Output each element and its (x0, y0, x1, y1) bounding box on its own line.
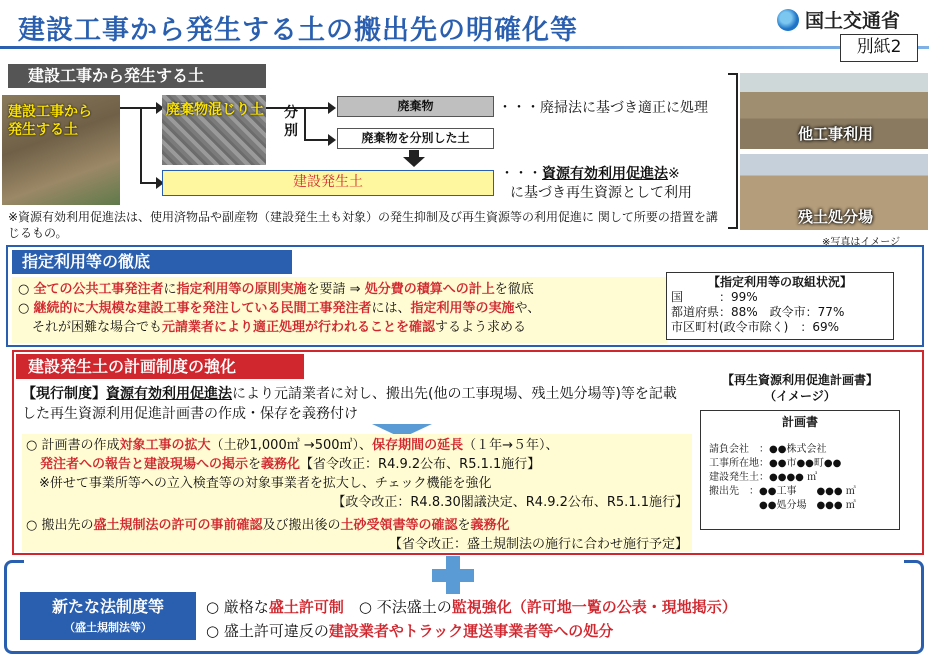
arrow-to-separated (304, 139, 330, 141)
surplus-soil-site-photo (740, 154, 928, 230)
title-underline (0, 46, 929, 49)
arrow-head-icon (328, 102, 336, 114)
separated-soil-box: 廃棄物を分別した土 (337, 128, 494, 149)
ministry-name: 国土交通省 (805, 10, 901, 32)
resource-description-2: に基づき再生資源として利用 (510, 185, 692, 201)
mixed-soil-photo (162, 95, 266, 165)
plus-icon-bar (432, 569, 474, 582)
mixed-soil-label: 廃棄物混じり土 (166, 102, 264, 118)
planning-system-heading: 建設発生土の計画制度の強化 (16, 354, 304, 379)
plan-row: ●●処分場 ●●● ㎥ (709, 500, 856, 511)
excavation-photo-label: 建設工事から 発生する土 (8, 104, 92, 138)
new-law-line-2: ○ 盛土許可違反の建設業者やトラック運送事業者等への処分 (206, 622, 614, 640)
planning-item-2: ○ 搬出先の盛土規制法の許可の事前確認及び搬出後の土砂受領書等の確認を義務化 【省令改正：盛土規制法の施行に合わせ施行予定】 (26, 518, 688, 552)
arrow-to-soil-v (140, 108, 142, 183)
planning-item-1: ○ 計画書の作成対象工事の拡大（土砂1,000㎥ →500㎥）、保存期間の延長（１年→５年）、 発注者への報告と建設現場への掲示を義務化【省令改正：R4.9.2公布、R5.1.1施行】 ※併せて事業所等への立入検査等の対象事業者を拡大し、チェック機能を強化 【政令改正：R4.8.30閣議決定、R4.9.2公布、R5.1.1施行】 (26, 438, 688, 510)
plan-row: 工事所在地：●●市●●町●● (709, 458, 842, 469)
page-title: 建設工事から発生する土の搬出先の明確化等 (18, 15, 578, 46)
arrow-to-mixed (120, 107, 158, 109)
surplus-soil-site-label: 残土処分場 (798, 208, 874, 226)
designated-use-item-2: ○ 継続的に大規模な建設工事を発注している民間工事発注者には、指定利用等の実施や、 それが困難な場合でも元請業者により適正処理が行われることを確認するよう求める (18, 301, 541, 335)
arrow-split-v (304, 107, 306, 140)
plan-caption: 【再生資源利用促進計画書】 （イメージ） (721, 373, 878, 403)
ministry-logo (777, 6, 900, 33)
new-law-label: 新たな法制度等 （盛土規制法等） (20, 592, 196, 640)
resource-description: ・・・資源有効利用促進法※ (500, 166, 680, 182)
status-row: 市区町村(政令市除く) ：69% (671, 320, 840, 334)
designated-use-status (666, 272, 894, 340)
separation-label: 分別 (284, 105, 298, 139)
status-row: 国 ：99% (671, 290, 758, 304)
status-title: 【指定利用等の取組状況】 (707, 275, 852, 289)
current-system-text: 【現行制度】資源有効利用促進法により元請業者に対し、搬出先(他の工事現場、残土処分場等)等を記載した再生資源利用促進計画書の作成・保存を義務付け (22, 386, 677, 422)
planning-items (22, 434, 692, 552)
new-law-line-1: ○ 厳格な盛土許可制 ○ 不法盛土の監視強化（許可地一覧の公表・現地掲示） (206, 598, 737, 616)
designated-use-body (12, 277, 667, 343)
new-law-frame-corner (4, 560, 24, 588)
soil-section-header: 建設工事から発生する土 (8, 64, 266, 88)
excavation-photo (2, 95, 120, 205)
plan-row: 請負会社 ：●●株式会社 (709, 444, 827, 455)
arrow-head-icon (328, 134, 336, 146)
plan-row: 搬出先 ：●●工事 ●●● ㎥ (709, 486, 856, 497)
plan-document-image (700, 410, 900, 530)
photo-note: ※写真はイメージ (822, 237, 901, 248)
status-row: 都道府県：88% 政令市：77% (671, 305, 845, 319)
construction-soil-box: 建設発生土 (162, 170, 494, 196)
down-arrow-icon (403, 157, 425, 167)
ministry-emblem-icon (777, 9, 799, 31)
waste-description: ・・・廃掃法に基づき適正に処理 (498, 100, 708, 116)
waste-box: 廃棄物 (337, 96, 494, 117)
law-footnote: ※資源有効利用促進法は、使用済物品や副産物（建設発生土も対象）の発生抑制及び再生資源等の利用促進に 関して所要の措置を講じるもの。 (8, 210, 718, 240)
other-construction-label: 他工事利用 (798, 125, 874, 143)
destination-bracket (728, 73, 738, 229)
other-construction-photo (740, 73, 928, 149)
designated-use-heading: 指定利用等の徹底 (12, 250, 292, 274)
designated-use-item-1: ○ 全ての公共工事発注者に指定利用等の原則実施を要請 ⇒ 処分費の積算への計上を徹底 (18, 282, 534, 297)
plan-row: 建設発生土：●●●● ㎥ (709, 472, 818, 483)
attachment-label: 別紙2 (840, 34, 918, 62)
plan-document-title: 計画書 (781, 415, 818, 429)
new-law-frame-corner (904, 560, 924, 588)
